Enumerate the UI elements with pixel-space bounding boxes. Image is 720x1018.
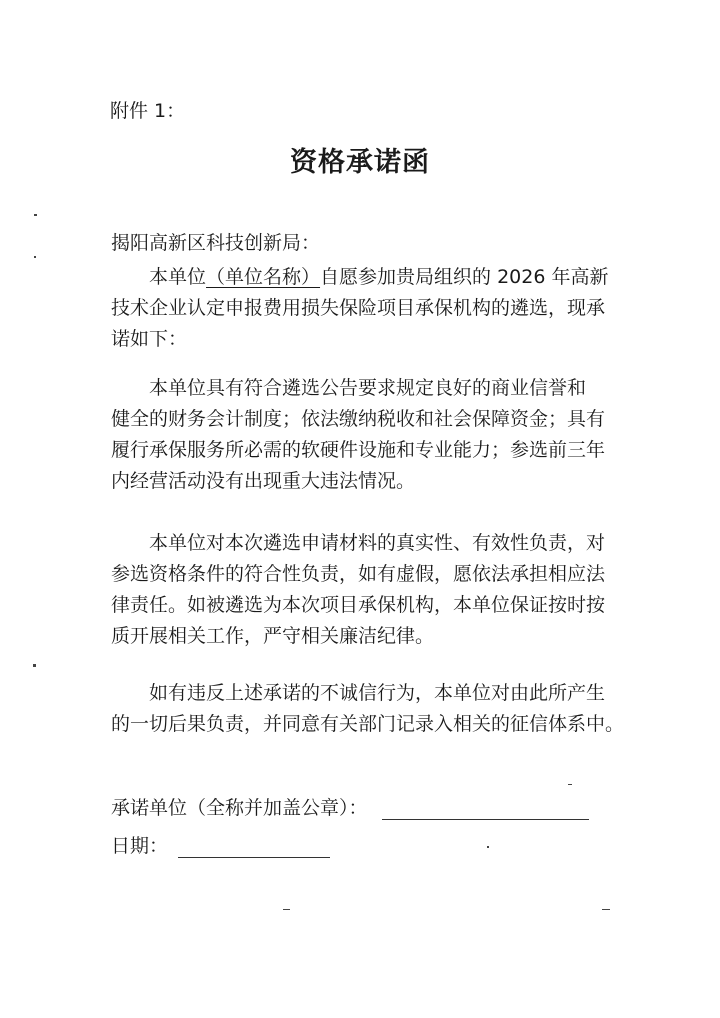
unit-name-field: （单位名称） [206, 266, 321, 288]
signature-unit-label: 承诺单位（全称并加盖公章）： [111, 797, 368, 819]
scan-speck [568, 784, 572, 785]
paragraph-line: 质开展相关工作，严守相关廉洁纪律。 [111, 625, 435, 647]
paragraph-line: 本单位具有符合遴选公告要求规定良好的商业信誉和 [149, 377, 587, 399]
paragraph-line: 健全的财务会计制度；依法缴纳税收和社会保障资金；具有 [111, 408, 606, 430]
paragraph-responsibility [111, 528, 605, 652]
signature-unit-row [111, 793, 589, 820]
paragraph-integrity [111, 678, 624, 740]
scan-speck [602, 909, 610, 910]
paragraph-qualifications [111, 373, 605, 497]
paragraph-line: 如有违反上述承诺的不诚信行为，本单位对由此所产生 [149, 682, 606, 704]
document-title: 资格承诺函 [290, 147, 430, 178]
intro-prefix: 本单位 [149, 266, 207, 288]
paragraph-line: 的一切后果负责，并同意有关部门记录入相关的征信体系中。 [111, 713, 625, 735]
signature-date-blank [178, 835, 330, 858]
signature-date-label: 日期： [111, 835, 169, 857]
scan-speck [33, 664, 36, 667]
paragraph-line: 履行承保服务所必需的软硬件设施和专业能力；参选前三年 [111, 439, 606, 461]
signature-unit-blank [382, 797, 589, 820]
paragraph-line [111, 262, 608, 293]
paragraph-line: 内经营活动没有出现重大违法情况。 [111, 470, 416, 492]
paragraph-line: 律责任。如被遴选为本次项目承保机构，本单位保证按时按 [111, 594, 606, 616]
addressee: 揭阳高新区科技创新局： [111, 232, 321, 254]
attachment-label: 附件 1： [110, 100, 186, 122]
paragraph-line: 本单位对本次遴选申请材料的真实性、有效性负责，对 [149, 532, 606, 554]
paragraph-line: 技术企业认定申报费用损失保险项目承保机构的遴选，现承 [111, 297, 606, 319]
scan-speck [34, 256, 36, 258]
scan-speck [283, 909, 290, 910]
signature-date-row [111, 831, 330, 858]
scan-speck [34, 214, 37, 216]
paragraph-line: 诺如下： [111, 328, 188, 350]
scan-speck [487, 846, 489, 848]
paragraph-line: 参选资格条件的符合性负责，如有虚假，愿依法承担相应法 [111, 563, 606, 585]
paragraph-intro [111, 262, 608, 355]
intro-line-rest: 自愿参加贵局组织的 2026 年高新 [320, 266, 609, 288]
